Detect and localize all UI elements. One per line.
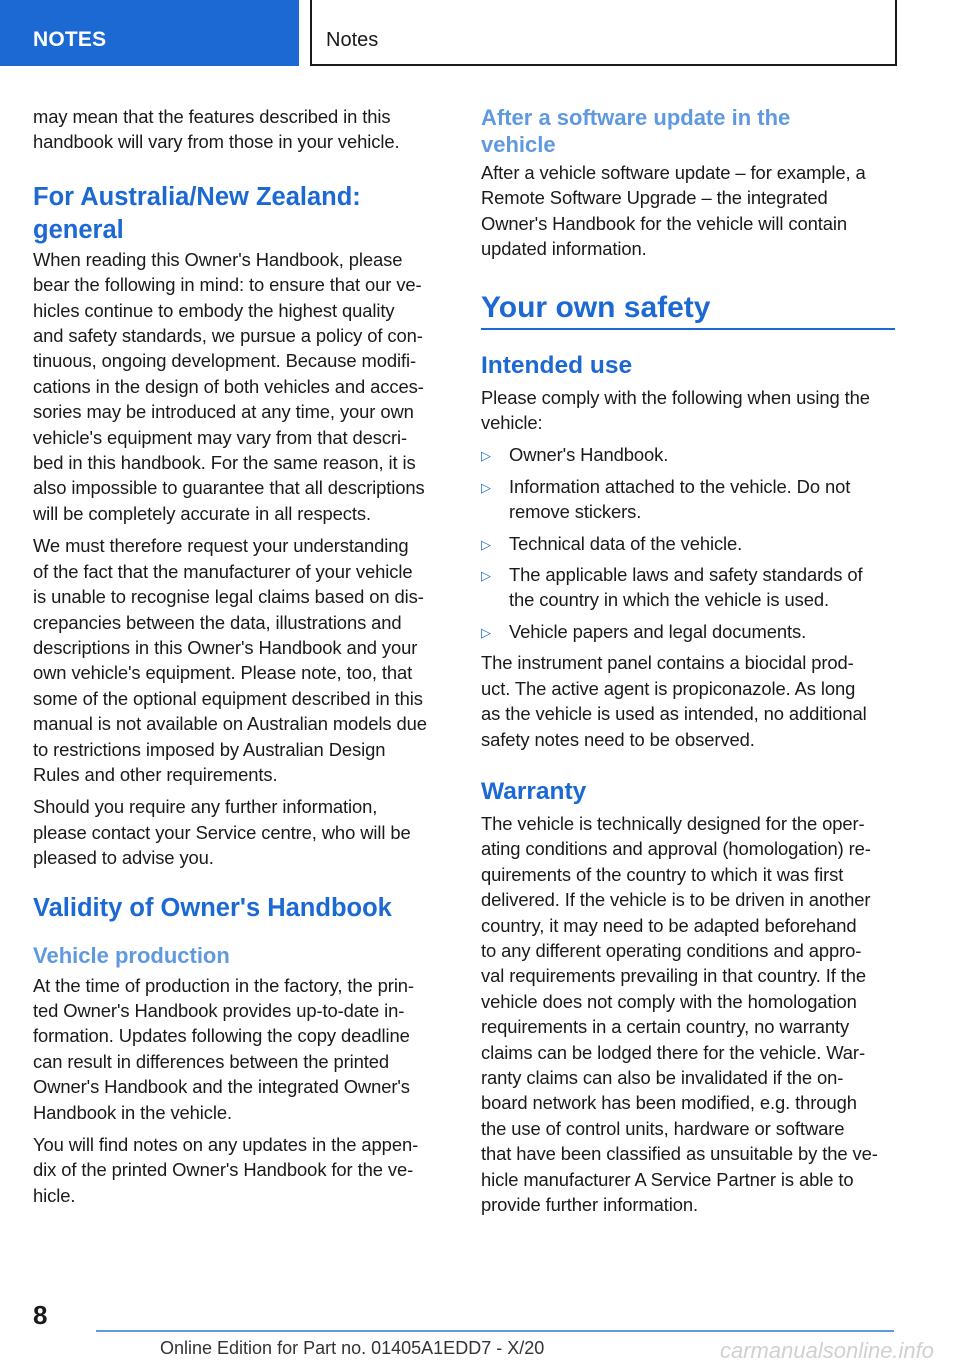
section-header: [310, 0, 897, 66]
warranty-paragraph: The vehicle is technically designed for the oper‐ ating conditions and approval (homologation) re‐ quirements of the country to which it was first delivered. If the vehicle is to be driven in another country, it may need to be adapted beforehand to any different operating conditions and appro‐ val requirements prevailing in that country. If the vehicle does not comply with the homologation requirements in a certain country, no warranty claims can be lodged there for the vehicle. War‐ ranty claims can also be invalidated if the on- board network has been modified, e.g. through the use of control units, hardware or software that have been classified as unsuitable by the ve‐ hicle manufacturer A Service Partner is able to provide further information.: [481, 812, 878, 1215]
list-item: ▷ Vehicle papers and legal documents.: [481, 619, 901, 644]
left-column: [33, 104, 451, 1215]
heading-validity: Validity of Owner's Handbook: [33, 893, 392, 922]
triangle-bullet-icon: ▷: [481, 624, 491, 640]
heading-your-own-safety: Your own safety: [481, 290, 711, 324]
list-item: ▷ Information attached to the vehicle. Do not remove stickers.: [481, 475, 851, 523]
australia-paragraph-1: When reading this Owner's Handbook, please bear the following in mind: to ensure that our ve‐ hicles continue to embody the highest quality and safety standards, we pursue a policy of con‐ tinuous, ongoing development. Because modifi‐ cations in the design of both vehicles and acces‐ sories may be introduced at any time, your own vehicle's equipment may vary from that descri‐ bed in this handbook. For the same reason, it is also impossible to guarantee that all descriptions will be completely accurate in all respects.: [33, 248, 425, 524]
production-paragraph-1: At the time of production in the factory, the prin‐ ted Owner's Handbook provides up-to-date in‐ formation. Updates following the copy deadline can result in differences between the printed Owner's Handbook and the integrated Owner's Handbook in the vehicle.: [33, 974, 414, 1123]
intended-use-list: [481, 442, 901, 644]
heading-warranty: Warranty: [481, 777, 587, 805]
heading-rule: [481, 328, 895, 330]
chapter-tab-label: NOTES: [33, 28, 107, 51]
triangle-bullet-icon: ▷: [481, 568, 491, 584]
footer-rule: [96, 1330, 894, 1332]
section-header-label: Notes: [326, 29, 379, 51]
australia-paragraph-2: We must therefore request your understanding of the fact that the manufacturer of your vehicle is unable to recognise legal claims based on dis‐ crepancies between the data, illustrations and descriptions in this Owner's Handbook and your own vehicle's equipment. Please note, too, that some of the optional equipment described in this manual is not available on Australian models due to restrictions imposed by Australian Design Rules and other requirements.: [33, 535, 427, 785]
heading-software-update: After a software update in the vehicle: [481, 105, 791, 157]
intended-paragraph: Please comply with the following when using the vehicle:: [481, 386, 870, 434]
biocidal-paragraph: The instrument panel contains a biocidal prod‐ uct. The active agent is propiconazole. As long as the vehicle is used as intended, no additional safety notes need to be observed.: [481, 652, 867, 750]
footer-edition: Online Edition for Part no. 01405A1EDD7 - X/20: [160, 1338, 545, 1358]
triangle-bullet-icon: ▷: [481, 536, 491, 552]
chapter-tab: [0, 0, 299, 66]
watermark: carmanualsonline.info: [720, 1338, 935, 1363]
heading-australia: For Australia/New Zealand: general: [33, 182, 361, 244]
heading-intended-use: Intended use: [481, 351, 633, 379]
triangle-bullet-icon: ▷: [481, 479, 491, 495]
heading-vehicle-production: Vehicle production: [33, 942, 230, 968]
production-paragraph-2: You will find notes on any updates in the appen‐ dix of the printed Owner's Handbook for the ve‐ hicle.: [33, 1134, 419, 1206]
list-item: ▷ Technical data of the vehicle.: [481, 531, 901, 556]
software-paragraph: After a vehicle software update – for example, a Remote Software Upgrade – the integrated Owner's Handbook for the vehicle will contain updated information.: [481, 162, 866, 260]
list-item: ▷ The applicable laws and safety standards of the country in which the vehicle is used.: [481, 564, 863, 611]
list-item: ▷ Owner's Handbook.: [481, 442, 901, 467]
page-number: 8: [33, 1300, 48, 1330]
australia-paragraph-3: Should you require any further information, please contact your Service centre, who will be pleased to advise you.: [33, 796, 411, 869]
intro-paragraph: may mean that the features described in this handbook will vary from those in your vehicle.: [33, 106, 400, 153]
triangle-bullet-icon: ▷: [481, 448, 491, 464]
right-column: [481, 104, 901, 1224]
